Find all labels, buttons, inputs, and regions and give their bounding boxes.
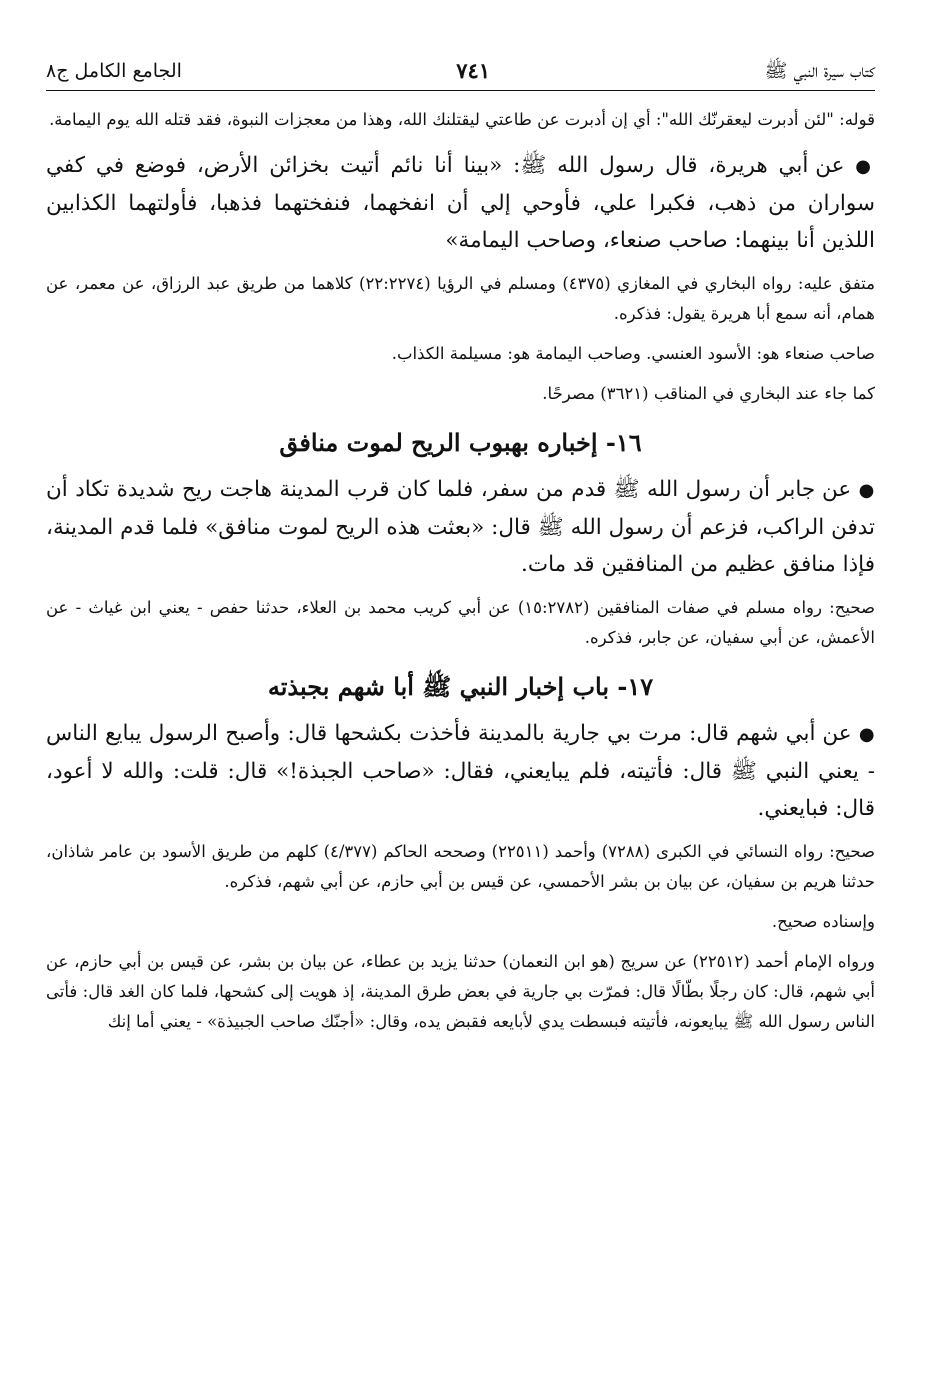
isnad-note: وإسناده صحيح. — [771, 912, 875, 931]
bullet-icon: ● — [855, 156, 875, 177]
bullet-icon: ● — [858, 480, 875, 501]
running-header — [46, 58, 875, 91]
header-volume-title: الجامع الكامل ج٨ — [46, 60, 182, 82]
explanation-note: صاحب صنعاء هو: الأسود العنسي. وصاحب اليمامة هو: مسيلمة الكذاب. — [391, 344, 875, 363]
page-number: ٧٤١ — [456, 58, 491, 83]
header-book-title: كتاب سيرة النبي ﷺ — [764, 60, 875, 82]
hadith-text — [46, 471, 875, 583]
hadith-body: عن جابر أن رسول الله ﷺ قدم من سفر، فلما كان قرب المدينة هاجت ريح شديدة تكاد أن تدفن الراكب، فزعم أن رسول الله ﷺ قال: «بعثت هذه الريح لموت منافق» فلما قدم المدينة، فإذا منافق عظيم من المنافقين قد مات. — [46, 477, 875, 577]
hadith-body: عن أبي شهم قال: مرت بي جارية بالمدينة فأخذت بكشحها قال: وأصبح الرسول يبايع الناس - يعني النبي ﷺ قال: فأتيته، فلم يبايعني، فقال: «صاحب الجبذة!» قال: قلت: والله لا أعود، قال: فبايعني. — [46, 721, 875, 821]
section-heading: ١٦- إخباره بهبوب الريح لموت منافق — [279, 428, 642, 457]
book-page — [46, 58, 875, 1377]
hadith-text — [46, 147, 875, 259]
takhrij-note: صحيح: رواه مسلم في صفات المنافقين (١٥:٢٧٨٢) عن أبي كريب محمد بن العلاء، حدثنا حفص - يعني ابن غياث - عن الأعمش، عن أبي سفيان، عن جابر، فذكره. — [46, 598, 875, 647]
takhrij-note: ورواه الإمام أحمد (٢٢٥١٢) عن سريج (هو ابن النعمان) حدثنا يزيد بن عطاء، عن بيان بن بشر، عن قيس بن أبي حازم، عن أبي شهم، قال: كان رجلًا بطّالًا قال: فمرّت بي جارية في بعض طرق المدينة، إذ هويت إلى كشحها، فلما كان الغد قال: فأتى الناس رسول الله ﷺ يبايعونه، فأتيته فبسطت يدي لأبايعه فقبض يده، وقال: «أجنّك صاحب الجبيذة» - يعني أما إنك — [46, 952, 875, 1031]
explanation-note: كما جاء عند البخاري في المناقب (٣٦٢١) مصرحًا. — [542, 384, 875, 403]
page-content — [46, 105, 875, 1037]
hadith-text — [46, 715, 875, 827]
takhrij-note: صحيح: رواه النسائي في الكبرى (٧٢٨٨) وأحمد (٢٢٥١١) وصححه الحاكم (٤/٣٧٧) كلهم من طريق الأسود بن عامر شاذان، حدثنا هريم بن سفيان، عن بيان بن بشر الأحمسي، عن قيس بن أبي حازم، عن أبي شهم، فذكره. — [46, 842, 875, 891]
takhrij-note: متفق عليه: رواه البخاري في المغازي (٤٣٧٥) ومسلم في الرؤيا (٢٢:٢٢٧٤) كلاهما من طريق عبد الرزاق، عن معمر، عن همام، أنه سمع أبا هريرة يقول: فذكره. — [46, 274, 875, 323]
commentary-note: قوله: "لئن أدبرت ليعقرنّك الله": أي إن أدبرت عن طاعتي ليقتلنك الله، وهذا من معجزات النبوة، فقد قتله الله يوم اليمامة. — [49, 110, 875, 129]
hadith-body: عن أبي هريرة، قال رسول الله ﷺ: «بينا أنا نائم أتيت بخزائن الأرض، فوضع في كفي سواران من ذهب، فكبرا علي، فأوحي إلي أن انفخهما، فنفختهما فذهبا، فأولتهما الكذابين اللذين أنا بينهما: صاحب صنعاء، وصاحب اليمامة» — [46, 153, 875, 253]
bullet-icon: ● — [858, 724, 875, 745]
section-heading: ١٧- باب إخبار النبي ﷺ أبا شهم بجبذته — [267, 672, 654, 701]
